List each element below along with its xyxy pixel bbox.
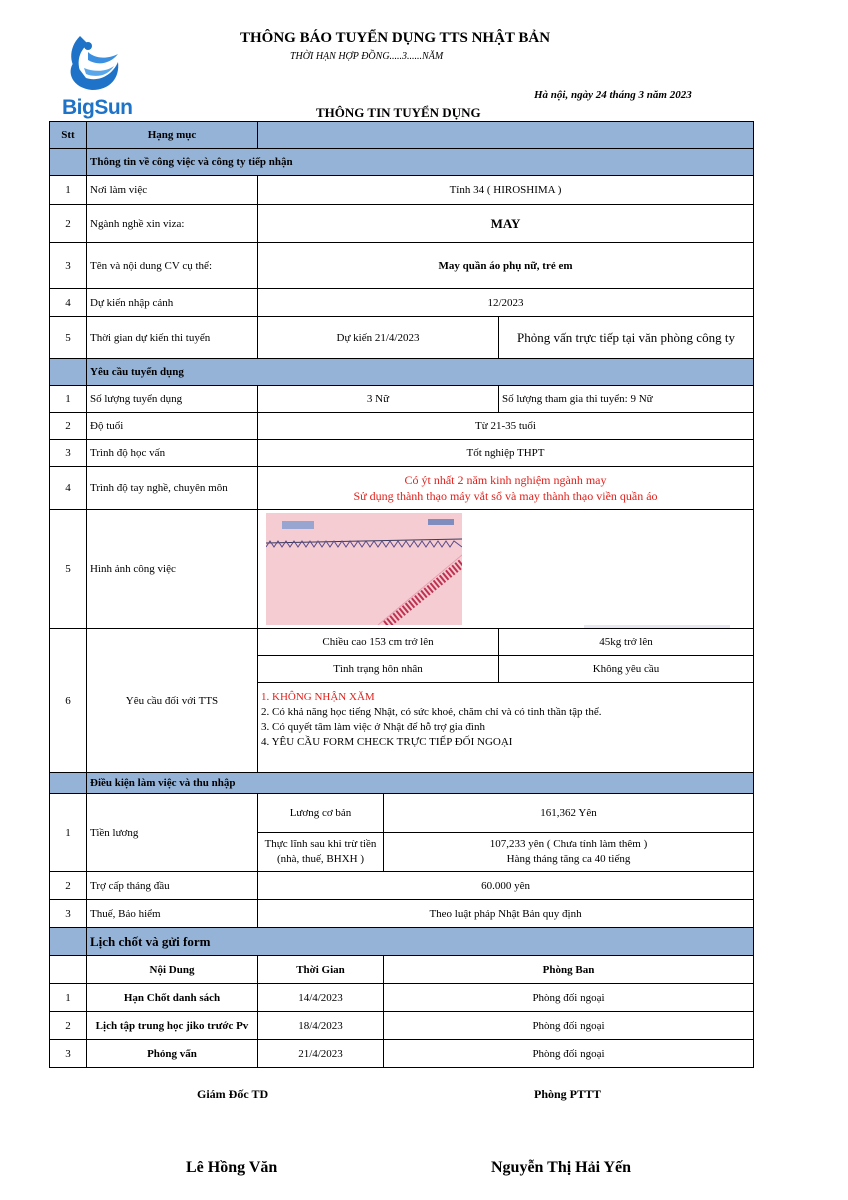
marital-label: Tình trạng hôn nhân bbox=[258, 656, 499, 683]
schedule-row bbox=[50, 1040, 754, 1068]
trainee-requirements bbox=[258, 683, 754, 773]
header-blank bbox=[258, 122, 754, 149]
allowance-value: 60.000 yên bbox=[258, 872, 754, 900]
age-value: Từ 21-35 tuổi bbox=[258, 413, 754, 440]
row-label: Yêu cầu đối với TTS bbox=[87, 629, 258, 773]
row-number: 4 bbox=[50, 467, 87, 510]
blue-fabric-image bbox=[584, 625, 730, 629]
department-title: Phòng PTTT bbox=[534, 1087, 602, 1101]
net-salary-label bbox=[258, 833, 384, 872]
schedule-dept: Phòng đối ngoại bbox=[384, 1040, 754, 1068]
row-number: 4 bbox=[50, 289, 87, 317]
table-row bbox=[50, 467, 754, 510]
weight-requirement: 45kg trở lên bbox=[499, 629, 754, 656]
schedule-content: Hạn Chốt danh sách bbox=[87, 984, 258, 1012]
requirement-4: 4. YÊU CẦU FORM CHECK TRỰC TIẾP ĐỐI NGOẠI bbox=[261, 736, 513, 748]
visa-field-value: MAY bbox=[258, 205, 754, 243]
bird-logo-icon bbox=[58, 32, 128, 94]
table-row bbox=[50, 386, 754, 413]
table-row bbox=[50, 629, 754, 656]
row-label: Ngành nghề xin viza: bbox=[87, 205, 258, 243]
department-name: Nguyễn Thị Hải Yến bbox=[491, 1159, 632, 1176]
requirement-2: 2. Có khả năng học tiếng Nhật, có sức khoẻ, chăm chỉ và có tinh thần tập thể. bbox=[261, 706, 602, 718]
row-number: 3 bbox=[50, 440, 87, 467]
row-number: 5 bbox=[50, 510, 87, 629]
skill-line-1: Có ýt nhất 2 năm kinh nghiệm ngành may bbox=[404, 473, 607, 487]
row-label: Trợ cấp tháng đầu bbox=[87, 872, 258, 900]
tax-insurance-value: Theo luật pháp Nhật Bản quy định bbox=[258, 900, 754, 928]
table-row bbox=[50, 289, 754, 317]
row-label: Dự kiến nhập cảnh bbox=[87, 289, 258, 317]
row-label: Nơi làm việc bbox=[87, 176, 258, 205]
row-number: 3 bbox=[50, 900, 87, 928]
schedule-header bbox=[50, 956, 754, 984]
schedule-content: Lịch tập trung học jiko trước Pv bbox=[87, 1012, 258, 1040]
row-number: 2 bbox=[50, 413, 87, 440]
workplace-value: Tỉnh 34 ( HIROSHIMA ) bbox=[258, 176, 754, 205]
entry-date-value: 12/2023 bbox=[258, 289, 754, 317]
base-salary-value: 161,362 Yên bbox=[384, 794, 754, 833]
base-salary-label: Lương cơ bản bbox=[258, 794, 384, 833]
net-salary-value-2: Hàng tháng tăng ca 40 tiếng bbox=[506, 853, 631, 865]
section-requirements: Yêu cầu tuyển dụng bbox=[87, 359, 754, 386]
section-marker bbox=[50, 149, 87, 176]
row-label: Tên và nội dung CV cụ thể: bbox=[87, 243, 258, 289]
row-number: 1 bbox=[50, 386, 87, 413]
table-row bbox=[50, 872, 754, 900]
schedule-time: 21/4/2023 bbox=[258, 1040, 384, 1068]
net-salary-value-1: 107,233 yên ( Chưa tính làm thêm ) bbox=[489, 838, 648, 850]
section-marker bbox=[50, 359, 87, 386]
row-number: 3 bbox=[50, 243, 87, 289]
row-number: 6 bbox=[50, 629, 87, 773]
info-title: THÔNG TIN TUYỂN DỤNG bbox=[316, 105, 481, 120]
requirement-3: 3. Có quyết tâm làm việc ở Nhật để hỗ trợ gia đình bbox=[261, 721, 485, 733]
interview-method-value: Phỏng vấn trực tiếp tại văn phòng công ty bbox=[499, 317, 754, 359]
schedule-header-dept: Phòng Ban bbox=[384, 956, 754, 984]
row-label: Trình độ tay nghề, chuyên môn bbox=[87, 467, 258, 510]
row-label: Số lượng tuyển dụng bbox=[87, 386, 258, 413]
row-label: Tiền lương bbox=[87, 794, 258, 872]
row-number: 1 bbox=[50, 794, 87, 872]
table-row bbox=[50, 440, 754, 467]
schedule-header-blank bbox=[50, 956, 87, 984]
row-number: 2 bbox=[50, 872, 87, 900]
director-title: Giám Đốc TD bbox=[197, 1087, 269, 1101]
table-row bbox=[50, 413, 754, 440]
skill-line-2: Sử dụng thành thạo máy vắt sổ và may thành thạo viền quần áo bbox=[353, 489, 658, 503]
row-label: Độ tuổi bbox=[87, 413, 258, 440]
table-row bbox=[50, 243, 754, 289]
exam-date-value: Dự kiến 21/4/2023 bbox=[258, 317, 499, 359]
row-number: 2 bbox=[50, 1012, 87, 1040]
section-marker bbox=[50, 928, 87, 956]
section-job-info: Thông tin về công việc và công ty tiếp nhận bbox=[87, 149, 754, 176]
row-number: 2 bbox=[50, 205, 87, 243]
director-name: Lê Hồng Văn bbox=[186, 1159, 278, 1176]
row-label: Hình ảnh công việc bbox=[87, 510, 258, 629]
table-row bbox=[50, 176, 754, 205]
schedule-row bbox=[50, 1012, 754, 1040]
schedule-time: 18/4/2023 bbox=[258, 1012, 384, 1040]
net-salary-label-2: (nhà, thuế, BHXH ) bbox=[276, 853, 365, 865]
row-number: 3 bbox=[50, 1040, 87, 1068]
row-number: 5 bbox=[50, 317, 87, 359]
schedule-time: 14/4/2023 bbox=[258, 984, 384, 1012]
header-item: Hạng mục bbox=[87, 122, 258, 149]
document-date: Hà nội, ngày 24 tháng 3 năm 2023 bbox=[534, 89, 692, 101]
education-value: Tốt nghiệp THPT bbox=[258, 440, 754, 467]
schedule-header-content: Nội Dung bbox=[87, 956, 258, 984]
net-salary-value bbox=[384, 833, 754, 872]
marital-value: Không yêu cầu bbox=[499, 656, 754, 683]
row-number: 1 bbox=[50, 984, 87, 1012]
quota-value: 3 Nữ bbox=[258, 386, 499, 413]
recruitment-table bbox=[49, 121, 754, 1068]
row-label: Trình độ học vấn bbox=[87, 440, 258, 467]
net-salary-label-1: Thực lĩnh sau khi trừ tiền bbox=[264, 838, 377, 850]
header-stt: Stt bbox=[50, 122, 87, 149]
candidates-value: Số lượng tham gia thi tuyển: 9 Nữ bbox=[499, 386, 754, 413]
row-label: Thuế, Bảo hiểm bbox=[87, 900, 258, 928]
row-label: Thời gian dự kiến thi tuyển bbox=[87, 317, 258, 359]
logo-text: BigSun bbox=[62, 96, 133, 119]
requirement-1: 1. KHÔNG NHẬN XĂM bbox=[261, 691, 375, 703]
schedule-dept: Phòng đối ngoại bbox=[384, 1012, 754, 1040]
table-row bbox=[50, 794, 754, 833]
schedule-row bbox=[50, 984, 754, 1012]
section-conditions: Điều kiện làm việc và thu nhập bbox=[87, 773, 754, 794]
table-row bbox=[50, 205, 754, 243]
schedule-content: Phỏng vấn bbox=[87, 1040, 258, 1068]
table-row bbox=[50, 510, 754, 629]
schedule-dept: Phòng đối ngoại bbox=[384, 984, 754, 1012]
section-schedule: Lịch chốt và gửi form bbox=[87, 928, 754, 956]
table-row bbox=[50, 900, 754, 928]
job-title-value: May quần áo phụ nữ, trẻ em bbox=[258, 243, 754, 289]
skill-value bbox=[258, 467, 754, 510]
section-marker bbox=[50, 773, 87, 794]
table-row bbox=[50, 317, 754, 359]
contract-term: THỜI HẠN HỢP ĐỒNG.....3......NĂM bbox=[290, 51, 444, 62]
schedule-header-time: Thời Gian bbox=[258, 956, 384, 984]
height-requirement: Chiều cao 153 cm trở lên bbox=[258, 629, 499, 656]
document-title: THÔNG BÁO TUYỂN DỤNG TTS NHẬT BẢN bbox=[240, 30, 551, 46]
work-images bbox=[258, 510, 754, 629]
row-number: 1 bbox=[50, 176, 87, 205]
pink-fabric-image bbox=[266, 513, 462, 625]
